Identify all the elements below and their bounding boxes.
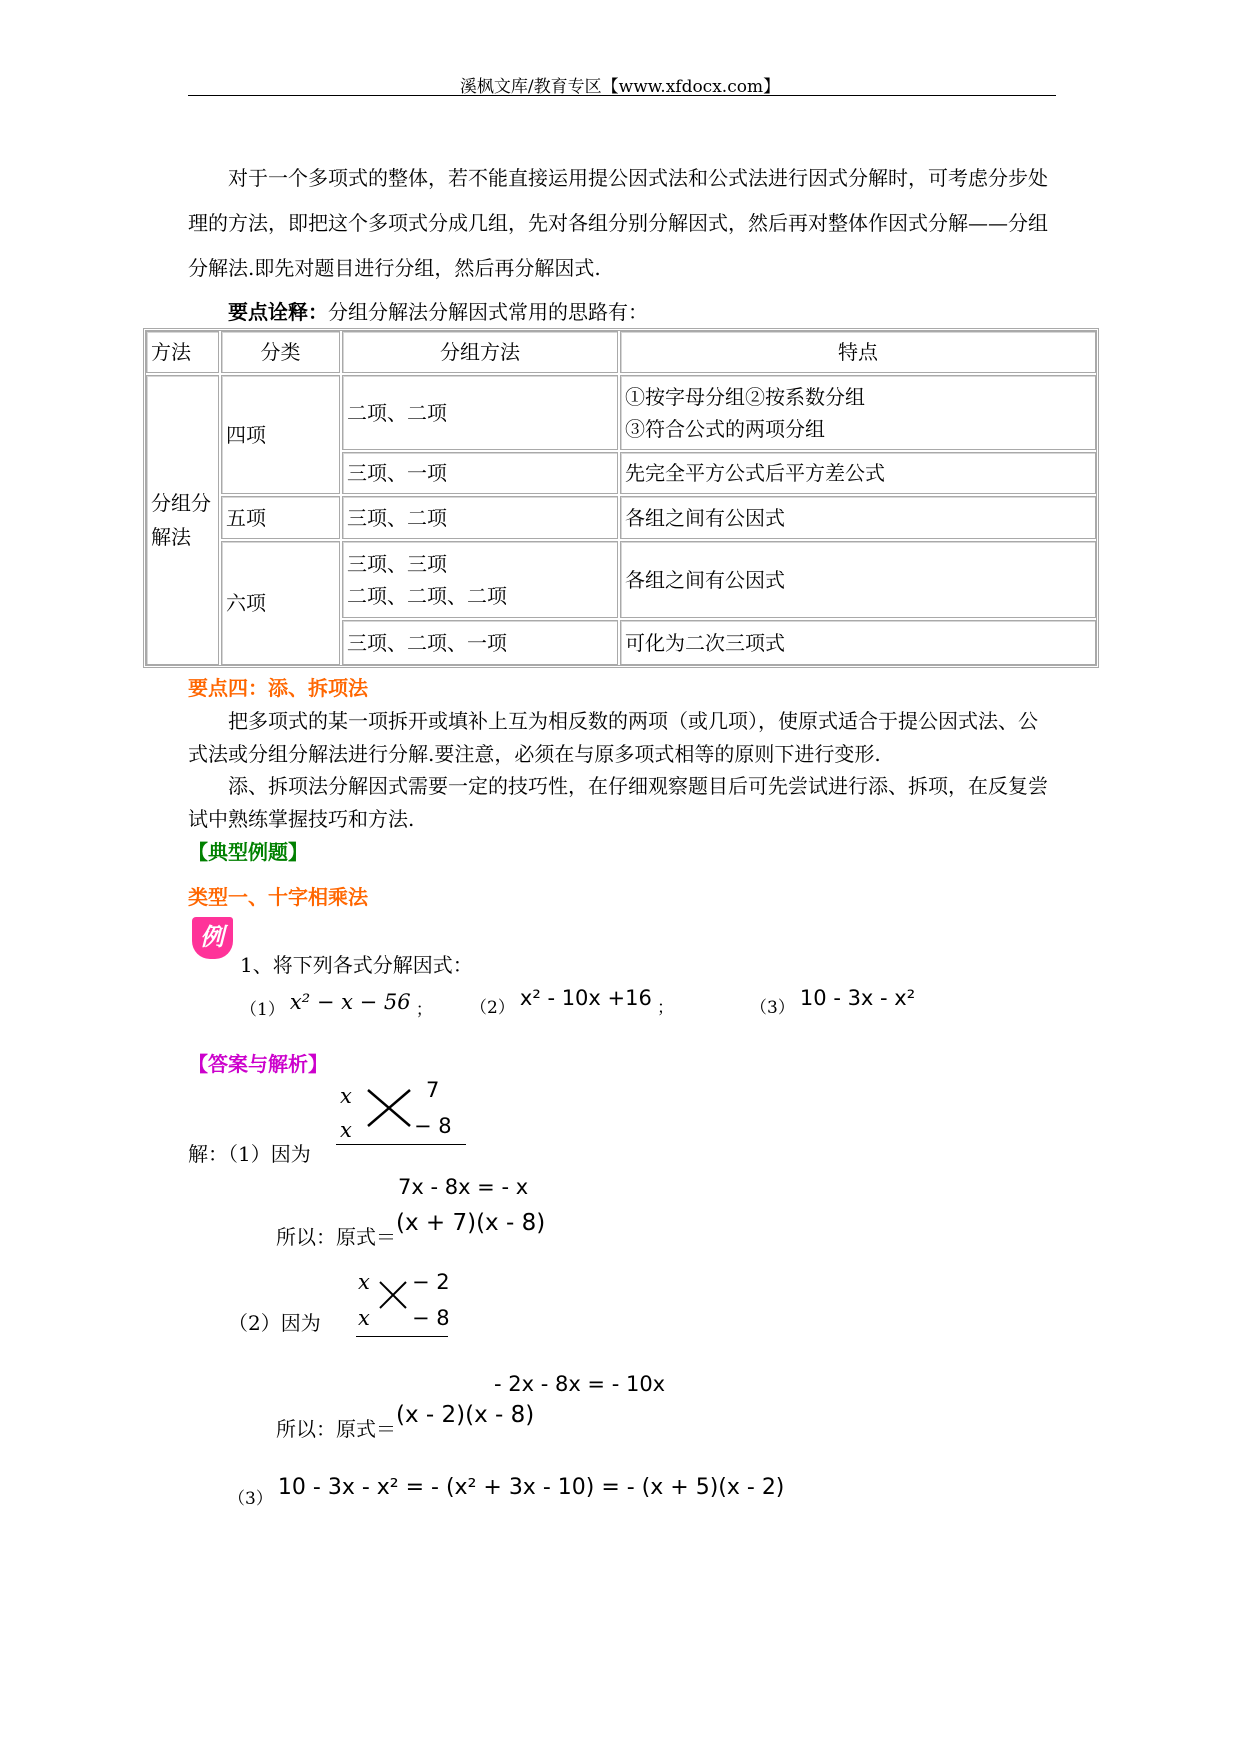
problem-expr: x² - 10x +16 [519,986,652,1010]
table-cell-category-4: 四项 [221,375,340,494]
result-expr: (x + 7)(x - 8) [396,1210,546,1236]
cross-right-bottom: − 8 [412,1306,450,1330]
solution2-intro: （2）因为 [228,1311,321,1335]
problem-item-1 [240,990,433,1020]
table-cell-feature: 可化为二次三项式 [620,620,1096,665]
solution1-result [276,1210,545,1250]
table-cell-grouping: 三项、二项、一项 [342,620,618,665]
table-cell-grouping: 三项、一项 [342,452,618,494]
cross-right-bottom: − 8 [414,1114,452,1138]
key-points-line [228,296,648,325]
key-points-text: 分组分解法分解因式常用的思路有： [328,300,648,324]
cross-underline [336,1144,466,1145]
table-cell-feature: 各组之间有公因式 [620,496,1096,539]
cross-lines-icon [378,1280,408,1310]
problem-stem: 1、将下列各式分解因式： [240,953,473,977]
cross-diagram-1 [336,1080,468,1150]
solution2-check: - 2x - 8x = - 10x [494,1372,666,1396]
solution3-label: （3） [228,1489,273,1509]
problem-suffix: ； [656,998,674,1018]
cross-left-top: x [340,1084,352,1108]
key-points-label: 要点诠释： [228,300,328,324]
table-header-grouping: 分组方法 [342,331,618,373]
table-cell-grouping: 二项、二项 [342,375,618,450]
answer-title: 【答案与解析】 [188,1052,328,1076]
example-badge-icon [190,915,234,959]
table-cell-category-6: 六项 [221,541,340,665]
cross-right-top: 7 [426,1078,440,1102]
table-cell-category-5: 五项 [221,496,340,539]
cross-right-top: − 2 [412,1270,450,1294]
intro-paragraph: 对于一个多项式的整体，若不能直接运用提公因式法和公式法进行因式分解时，可考虑分步处理的方法，即把这个多项式分成几组，先对各组分别分解因式，然后再对整体作因式分解——分组分解法.即先对题目进行分组，然后再分解因式. [188,166,1048,280]
solution3-expr: 10 - 3x - x² = - (x² + 3x - 10) = - (x + 5)(x - 2) [277,1475,785,1500]
cross-lines-icon [366,1088,412,1128]
solution1-intro: 解：（1）因为 [188,1142,311,1166]
solution2-result [276,1402,534,1442]
header-divider [188,95,1056,96]
problem-suffix: ； [415,1000,433,1020]
solution1-check: 7x - 8x = - x [398,1175,529,1199]
section4-paragraph-1: 把多项式的某一项拆开或填补上互为相反数的两项（或几项），使原式适合于提公因式法、公式法或分组分解法进行分解.要注意，必须在与原多项式相等的原则下进行变形. [188,709,1038,766]
problem-label: （2） [470,998,515,1018]
method-label: 分组分解法 [151,491,211,549]
page-header: 溪枫文库/教育专区【www.xfdocx.com】 [459,77,781,97]
examples-title: 【典型例题】 [188,840,308,864]
cross-left-top: x [358,1270,370,1294]
table-header-method: 方法 [146,331,219,373]
problem-expr: 10 - 3x - x² [799,986,916,1010]
cross-diagram-2 [356,1270,456,1338]
table-cell-grouping: 三项、二项 [342,496,618,539]
result-expr: (x - 2)(x - 8) [396,1402,535,1428]
type1-title: 类型一、十字相乘法 [188,885,368,909]
table-header-category: 分类 [221,331,340,373]
problem-item-2 [470,986,674,1018]
problem-label: （1） [240,1000,285,1020]
grouping-line: 二项、二项、二项 [347,583,507,608]
table-cell-grouping [342,541,618,618]
problem-label: （3） [750,998,795,1018]
solution3 [228,1475,784,1509]
cross-underline [356,1336,448,1337]
feature-line: ③符合公式的两项分组 [625,416,825,441]
example-badge-text: 例 [200,923,224,951]
cross-left-bottom: x [340,1118,352,1142]
table-cell-feature [620,375,1096,450]
table-cell-feature: 各组之间有公因式 [620,541,1096,618]
grouping-line: 三项、三项 [347,551,447,576]
cross-left-bottom: x [358,1306,370,1330]
problem-expr: x² − x − 56 [289,990,411,1014]
feature-line: ①按字母分组②按系数分组 [625,384,865,409]
section4-paragraph-2: 添、拆项法分解因式需要一定的技巧性，在仔细观察题目后可先尝试进行添、拆项，在反复尝试中熟练掌握技巧和方法. [188,774,1048,831]
table-header-feature: 特点 [620,331,1096,373]
problem-item-3 [750,986,915,1018]
result-label: 所以：原式＝ [276,1225,396,1249]
table-cell-method [146,375,219,665]
result-label: 所以：原式＝ [276,1417,396,1441]
table-cell-feature: 先完全平方公式后平方差公式 [620,452,1096,494]
section4-title: 要点四：添、拆项法 [188,676,368,700]
